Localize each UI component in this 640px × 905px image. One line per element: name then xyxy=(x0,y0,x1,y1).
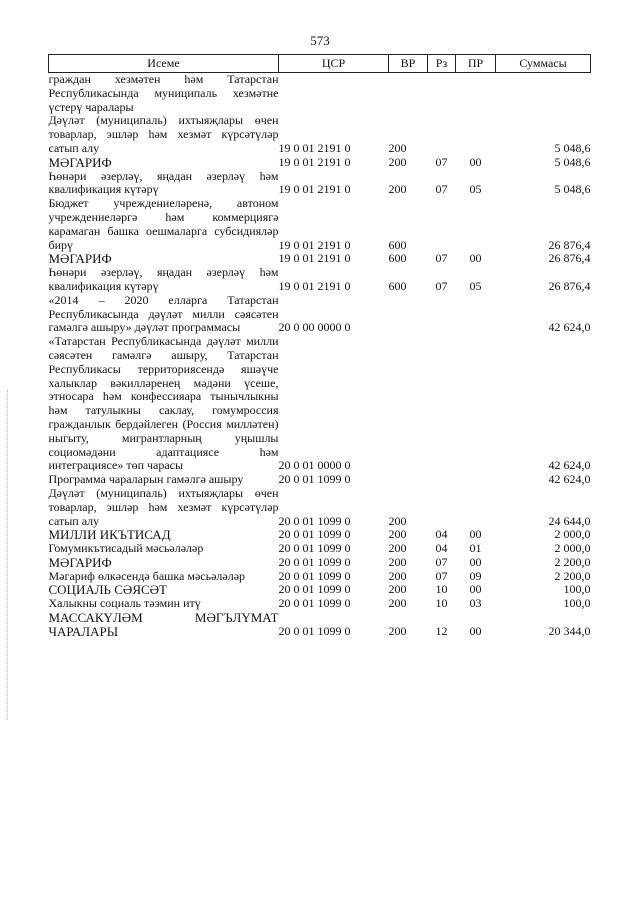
table-row xyxy=(49,266,591,294)
cell-name: МИЛЛИ ИКЪТИСАД xyxy=(48,527,171,543)
cell-csr: 20 0 01 1099 0 xyxy=(278,513,351,528)
cell-rz xyxy=(428,473,456,487)
cell-vr xyxy=(389,473,428,487)
table-row xyxy=(49,570,591,584)
cell-csr: 20 0 01 1099 0 xyxy=(278,541,351,556)
cell-rz: 07 xyxy=(435,568,448,583)
cell-pr: 05 xyxy=(469,278,482,293)
cell-pr: 00 xyxy=(469,582,482,597)
cell-name: МӘГАРИФ xyxy=(48,554,112,570)
cell-rz: 07 xyxy=(435,154,448,169)
cell-csr: 19 0 01 2191 0 xyxy=(278,251,351,266)
budget-table xyxy=(48,54,591,639)
cell-pr xyxy=(456,114,496,155)
cell-rz xyxy=(428,197,456,252)
cell-sum: 5 048,6 xyxy=(554,154,591,169)
cell-pr xyxy=(456,473,496,487)
cell-sum: 5 048,6 xyxy=(554,140,591,155)
cell-vr: 200 xyxy=(388,623,407,638)
column-header-csr: ЦСР xyxy=(279,55,389,73)
cell-name: Программа чараларын гамәлгә ашыру xyxy=(48,472,244,487)
cell-pr: 09 xyxy=(469,568,482,583)
table-row xyxy=(49,294,591,335)
cell-vr: 200 xyxy=(388,582,407,597)
cell-name: Гомумикътисадый мәсьәләләр xyxy=(48,541,204,556)
cell-vr: 600 xyxy=(388,251,407,266)
table-row xyxy=(49,156,591,170)
table-row xyxy=(49,114,591,155)
cell-pr xyxy=(456,487,496,528)
cell-name: МӘГАРИФ xyxy=(48,154,112,170)
cell-name: Халыкны социаль тәэмин итү xyxy=(48,596,201,611)
column-header-rz: Рз xyxy=(428,55,456,73)
table-row xyxy=(49,197,591,252)
cell-pr: 03 xyxy=(469,596,482,611)
cell-sum: 100,0 xyxy=(563,582,591,597)
cell-sum: 42 624,0 xyxy=(548,472,591,487)
table-header-row xyxy=(49,55,591,73)
cell-name: МАССАКҮЛӘМ МӘГЪЛҮМАТ ЧАРАЛАРЫ xyxy=(48,610,279,639)
cell-name: «2014 – 2020 елларга Татарстан Республикасында дәүләт милли сәясәтен гамәлгә ашыру» дәүләт программасы xyxy=(48,292,279,335)
cell-name: граждан хезмәтен һәм Татарстан Республикасында муниципаль хезмәтне үстерү чаралары xyxy=(48,72,279,114)
cell-pr: 00 xyxy=(469,251,482,266)
cell-sum: 24 644,0 xyxy=(548,513,591,528)
cell-sum: 42 624,0 xyxy=(548,458,591,473)
cell-pr xyxy=(456,335,496,473)
column-header-pr: ПР xyxy=(456,55,496,73)
cell-csr: 20 0 01 1099 0 xyxy=(278,568,351,583)
cell-rz xyxy=(428,294,456,335)
cell-vr xyxy=(389,294,428,335)
cell-pr xyxy=(456,73,496,115)
cell-sum: 26 876,4 xyxy=(548,278,591,293)
cell-sum: 100,0 xyxy=(563,596,591,611)
cell-name: Дәүләт (муниципаль) ихтыяҗлары өчен товарлар, эшләр һәм хезмәт күрсәтүләр сатып алу xyxy=(48,485,279,528)
margin-dotted-line xyxy=(7,390,8,720)
cell-rz xyxy=(428,335,456,473)
cell-csr: 20 0 01 1099 0 xyxy=(278,596,351,611)
cell-name: Һөнәри әзерләү, яңадан әзерләү һәм квалификация күтәрү xyxy=(48,265,279,293)
cell-csr: 20 0 01 1099 0 xyxy=(278,472,351,487)
cell-csr: 19 0 01 2191 0 xyxy=(278,140,351,155)
cell-csr: 20 0 01 1099 0 xyxy=(278,527,351,542)
cell-vr: 200 xyxy=(388,541,407,556)
cell-sum: 2 000,0 xyxy=(554,541,591,556)
cell-rz: 04 xyxy=(435,541,448,556)
cell-csr: 19 0 01 2191 0 xyxy=(278,154,351,169)
cell-vr xyxy=(389,335,428,473)
table-row xyxy=(49,487,591,528)
cell-rz: 07 xyxy=(435,554,448,569)
cell-rz xyxy=(428,73,456,115)
cell-pr: 05 xyxy=(469,182,482,197)
cell-name: СОЦИАЛЬ СӘЯСӘТ xyxy=(48,582,167,598)
cell-pr: 00 xyxy=(469,154,482,169)
table-row xyxy=(49,611,591,639)
table-row xyxy=(49,597,591,611)
cell-pr xyxy=(456,294,496,335)
cell-pr: 00 xyxy=(469,623,482,638)
cell-csr: 20 0 00 0000 0 xyxy=(278,320,351,335)
table-row xyxy=(49,542,591,556)
cell-csr xyxy=(279,73,389,115)
cell-rz: 07 xyxy=(435,251,448,266)
cell-pr: 00 xyxy=(469,527,482,542)
cell-sum: 26 876,4 xyxy=(548,251,591,266)
cell-rz: 10 xyxy=(435,596,448,611)
cell-rz: 07 xyxy=(435,182,448,197)
table-row xyxy=(49,73,591,115)
cell-sum: 42 624,0 xyxy=(548,320,591,335)
column-header-name: Исеме xyxy=(49,55,279,73)
cell-vr: 600 xyxy=(388,237,407,252)
cell-rz xyxy=(428,487,456,528)
cell-name: Һөнәри әзерләү, яңадан әзерләү һәм квалификация күтәрү xyxy=(48,168,279,197)
cell-vr: 200 xyxy=(388,596,407,611)
cell-name: МӘГАРИФ xyxy=(48,251,112,267)
cell-vr: 200 xyxy=(388,182,407,197)
cell-name: «Татарстан Республикасында дәүләт милли сәясәтен гамәлгә ашыру, Татарстан Республикасы территориясендә яшәүче халыклар вәкилләренең мәдәни үсеше, этносара һәм конфессияара тынычлыкны һәм татулыкны саклау, гомумроссия гражданлык бердәйлеген (Россия милләтен) ныгыту, мигрантларның уңышлы социомәдәни адаптациясе һәм интеграциясе» төп чарасы xyxy=(48,334,279,473)
cell-sum: 20 344,0 xyxy=(548,623,591,638)
cell-vr: 600 xyxy=(388,278,407,293)
cell-rz: 04 xyxy=(435,527,448,542)
cell-sum: 2 200,0 xyxy=(554,554,591,569)
cell-rz xyxy=(428,114,456,155)
cell-vr: 200 xyxy=(388,527,407,542)
cell-rz: 10 xyxy=(435,582,448,597)
cell-csr: 20 0 01 1099 0 xyxy=(278,623,351,638)
column-header-sum: Суммасы xyxy=(496,55,591,73)
table-row xyxy=(49,583,591,597)
cell-sum xyxy=(496,73,591,115)
cell-pr: 00 xyxy=(469,554,482,569)
cell-sum: 26 876,4 xyxy=(548,237,591,252)
cell-pr: 01 xyxy=(469,541,482,556)
cell-vr: 200 xyxy=(388,154,407,169)
table-row xyxy=(49,170,591,198)
table-row xyxy=(49,473,591,487)
cell-csr: 19 0 01 2191 0 xyxy=(278,278,351,293)
table-row xyxy=(49,556,591,570)
cell-csr: 19 0 01 2191 0 xyxy=(278,237,351,252)
cell-name: Дәүләт (муниципаль) ихтыяҗлары өчен товарлар, эшләр һәм хезмәт күрсәтүләр сатып алу xyxy=(48,113,279,155)
cell-vr: 200 xyxy=(388,513,407,528)
page-number: 573 xyxy=(310,33,330,48)
cell-csr: 20 0 01 1099 0 xyxy=(278,554,351,569)
cell-pr xyxy=(456,197,496,252)
cell-vr: 200 xyxy=(388,554,407,569)
table-row xyxy=(49,528,591,542)
cell-csr: 20 0 01 0000 0 xyxy=(278,458,351,473)
column-header-vr: ВР xyxy=(389,55,428,73)
cell-vr xyxy=(389,73,428,115)
cell-name: Мәгариф өлкәсендә башка мәсьәләләр xyxy=(48,568,246,583)
cell-sum: 2 000,0 xyxy=(554,527,591,542)
cell-sum: 5 048,6 xyxy=(554,182,591,197)
cell-csr: 19 0 01 2191 0 xyxy=(278,182,351,197)
cell-sum: 2 200,0 xyxy=(554,568,591,583)
cell-rz: 12 xyxy=(435,623,448,638)
cell-vr: 200 xyxy=(388,568,407,583)
cell-csr: 20 0 01 1099 0 xyxy=(278,582,351,597)
cell-vr: 200 xyxy=(388,140,407,155)
table-row xyxy=(49,252,591,266)
cell-rz: 07 xyxy=(435,278,448,293)
table-row xyxy=(49,335,591,473)
cell-name: Бюджет учреждениеләренә, автоном учреждениеләргә һәм коммерциягә карамаган башка оешмаларга субсидияләр бирү xyxy=(48,196,279,252)
